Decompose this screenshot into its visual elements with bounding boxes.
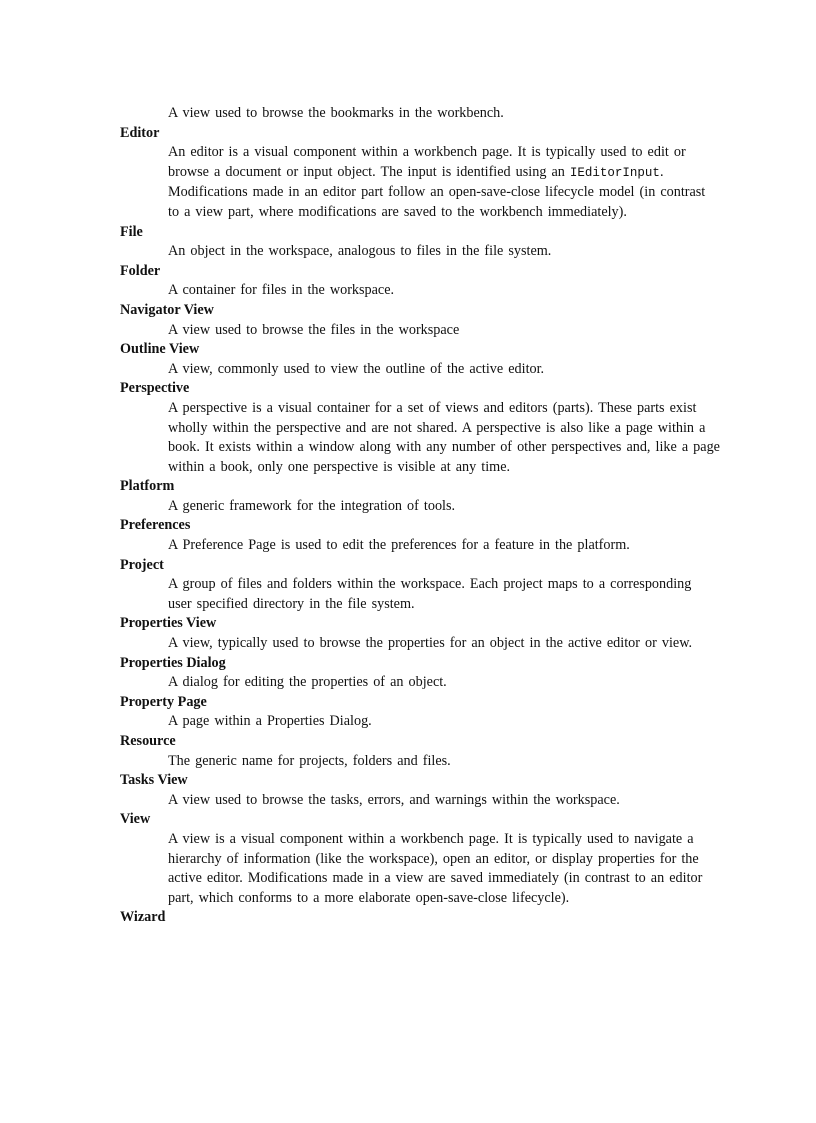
definition-preferences: A Preference Page is used to edit the preferences for a feature in the platform.: [168, 537, 630, 554]
definition-folder: A container for files in the workspace.: [168, 282, 395, 299]
term-preferences: Preferences: [120, 517, 191, 534]
definition-outline-view: A view, commonly used to view the outline of the active editor.: [168, 360, 545, 377]
term-editor: Editor: [120, 124, 160, 141]
definition-resource: The generic name for projects, folders and files.: [168, 752, 451, 769]
definition-project: A group of files and folders within the workspace. Each project maps to a corresponding user specified directory in the file system.: [168, 576, 692, 612]
term-folder: Folder: [120, 262, 161, 279]
term-outline-view: Outline View: [120, 341, 200, 358]
term-tasks-view: Tasks View: [120, 772, 188, 789]
term-property-page: Property Page: [120, 693, 207, 710]
definition-file: An object in the workspace, analogous to files in the file system.: [168, 243, 552, 260]
term-view: View: [120, 811, 151, 828]
bookmarks-view-definition: A view used to browse the bookmarks in the workbench.: [168, 105, 504, 121]
definition-editor: [168, 143, 720, 222]
term-platform: Platform: [120, 478, 175, 495]
term-perspective: Perspective: [120, 380, 190, 397]
definition-properties-dialog: A dialog for editing the properties of an object.: [168, 674, 447, 691]
definition-navigator-view: A view used to browse the files in the workspace: [168, 321, 460, 338]
ieditorinput-code: IEditorInput: [569, 165, 660, 180]
term-properties-dialog: Properties Dialog: [120, 654, 226, 671]
term-wizard: Wizard: [120, 909, 166, 926]
term-file: File: [120, 223, 143, 240]
term-properties-view: Properties View: [120, 615, 217, 632]
definition-property-page: A page within a Properties Dialog.: [168, 713, 372, 730]
definition-perspective: A perspective is a visual container for a set of views and editors (parts). These parts exist wholly within the perspective and are not shared. A perspective is also like a page within a book. It exists within a window along with any number of other perspectives and, like a page within a book, only one perspective is visible at any time.: [168, 399, 720, 475]
definition-view: A view is a visual component within a workbench page. It is typically used to navigate a hierarchy of information (like the workspace), open an editor, or display properties for the active editor. Modifications made in a view are saved immediately (in contrast to an editor part, which conforms to a more elaborate open-save-close lifecycle).: [168, 830, 703, 906]
definition-editor-part2: . Modifications made in an editor part follow an open-save-close lifecycle model (in contrast to a view part, where modifications are saved to the workbench immediately).: [168, 163, 706, 220]
definition-editor-part1: An editor is a visual component within a workbench page. It is typically used to edit or browse a document or input object. The input is identified using an: [168, 144, 686, 180]
term-project: Project: [120, 556, 164, 573]
glossary-list: [120, 104, 720, 928]
definition-platform: A generic framework for the integration of tools.: [168, 497, 456, 514]
term-resource: Resource: [120, 733, 176, 749]
term-navigator-view: Navigator View: [120, 301, 214, 318]
definition-tasks-view: A view used to browse the tasks, errors, and warnings within the workspace.: [168, 791, 620, 808]
definition-properties-view: A view, typically used to browse the properties for an object in the active editor or view.: [168, 635, 693, 652]
